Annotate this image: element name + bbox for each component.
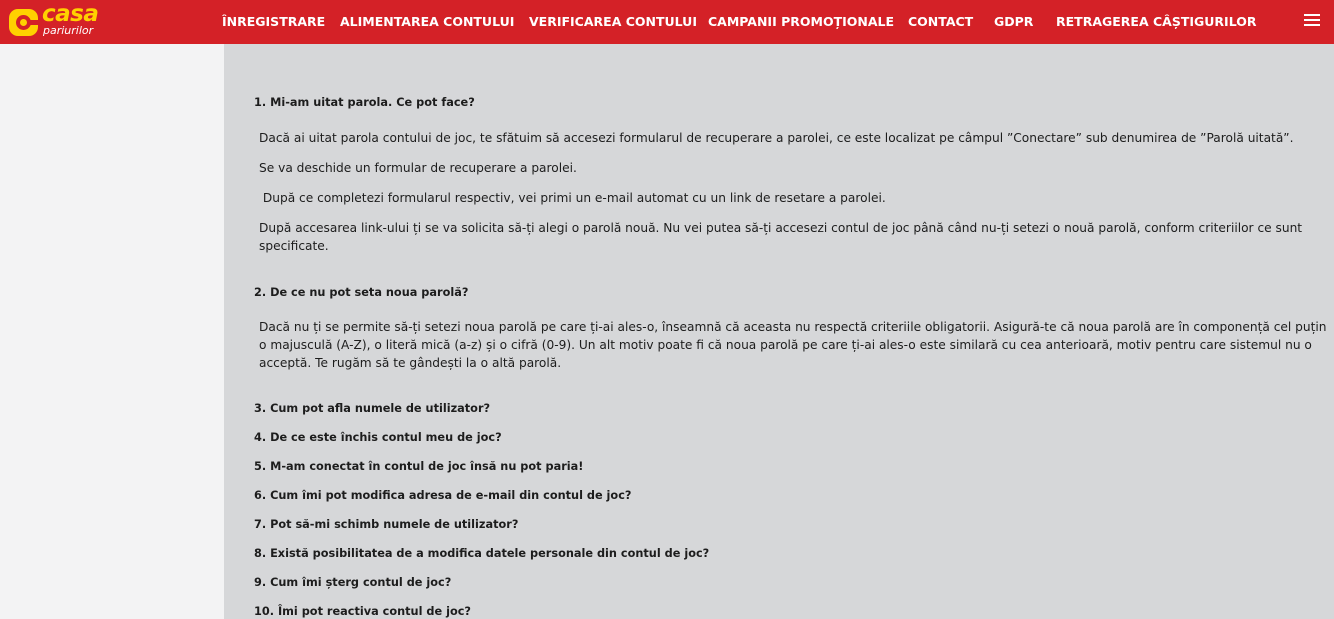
- faq-question-1[interactable]: 1. Mi-am uitat parola. Ce pot face?: [254, 96, 475, 109]
- nav-inregistrare[interactable]: ÎNREGISTRARE: [222, 14, 326, 29]
- faq-question-10[interactable]: 10. Îmi pot reactiva contul de joc?: [254, 605, 471, 618]
- faq-question-8[interactable]: 8. Există posibilitatea de a modifica datele personale din contul de joc?: [254, 547, 710, 560]
- casa-pariurilor-logo[interactable]: [8, 1, 112, 40]
- logo-icon: [8, 6, 40, 38]
- nav-retragerea-castigurilor[interactable]: RETRAGEREA CÂȘTIGURILOR: [1056, 14, 1257, 29]
- faq-question-4[interactable]: 4. De ce este închis contul meu de joc?: [254, 431, 502, 444]
- nav-alimentarea-contului[interactable]: ALIMENTAREA CONTULUI: [340, 14, 515, 29]
- faq-answer-2: Dacă nu ți se permite să-ți setezi noua parolă pe care ți-ai ales-o, înseamnă că aceasta nu respectă criteriile obligatorii. Asigură-te că noua parolă are în componență cel puțin o majusculă (A-Z), o literă mică (a-z) și o cifră (0-9). Un alt motiv poate fi că noua parolă pe care ți-ai ales-o este similară cu cea anterioară, motiv pentru care sistemul nu o acceptă. Te rugăm să te gândești la o altă parolă.: [259, 320, 1327, 370]
- hamburger-icon[interactable]: [1304, 14, 1320, 30]
- faq-question-3[interactable]: 3. Cum pot afla numele de utilizator?: [254, 402, 491, 415]
- left-sidebar: [0, 44, 224, 619]
- nav-gdpr[interactable]: GDPR: [994, 14, 1034, 29]
- faq-answer-1-paragraph-3: După ce completezi formularul respectiv, vei primi un e-mail automat cu un link de resetare a parolei.: [259, 191, 886, 205]
- faq-answer-1-paragraph-1: Dacă ai uitat parola contului de joc, te sfătuim să accesezi formularul de recuperare a parolei, ce este localizat pe câmpul ”Conectare” sub denumirea de ”Parolă uitată”.: [259, 131, 1294, 145]
- faq-question-5[interactable]: 5. M-am conectat în contul de joc însă nu pot paria!: [254, 460, 584, 473]
- faq-answer-1-paragraph-2: Se va deschide un formular de recuperare a parolei.: [259, 161, 577, 175]
- faq-question-2[interactable]: 2. De ce nu pot seta noua parolă?: [254, 286, 469, 299]
- logo-brand-text: casa: [42, 1, 99, 27]
- faq-content: [224, 44, 1334, 619]
- faq-question-6[interactable]: 6. Cum îmi pot modifica adresa de e-mail din contul de joc?: [254, 489, 632, 502]
- nav-contact[interactable]: CONTACT: [908, 14, 974, 29]
- nav-campanii-promotionale[interactable]: CAMPANII PROMOȚIONALE: [708, 14, 895, 29]
- logo-subtitle: pariurilor: [43, 24, 94, 37]
- faq-question-9[interactable]: 9. Cum îmi șterg contul de joc?: [254, 576, 452, 589]
- faq-question-7[interactable]: 7. Pot să-mi schimb numele de utilizator?: [254, 518, 519, 531]
- top-navigation-bar: [0, 0, 1334, 44]
- faq-answer-1-paragraph-4: După accesarea link-ului ți se va solicita să-ți alegi o parolă nouă. Nu vei putea să-ți accesezi contul de joc până când nu-ți setezi o nouă parolă, conform criteriilor ce sunt specificate.: [259, 221, 1303, 253]
- nav-verificarea-contului[interactable]: VERIFICAREA CONTULUI: [529, 14, 697, 29]
